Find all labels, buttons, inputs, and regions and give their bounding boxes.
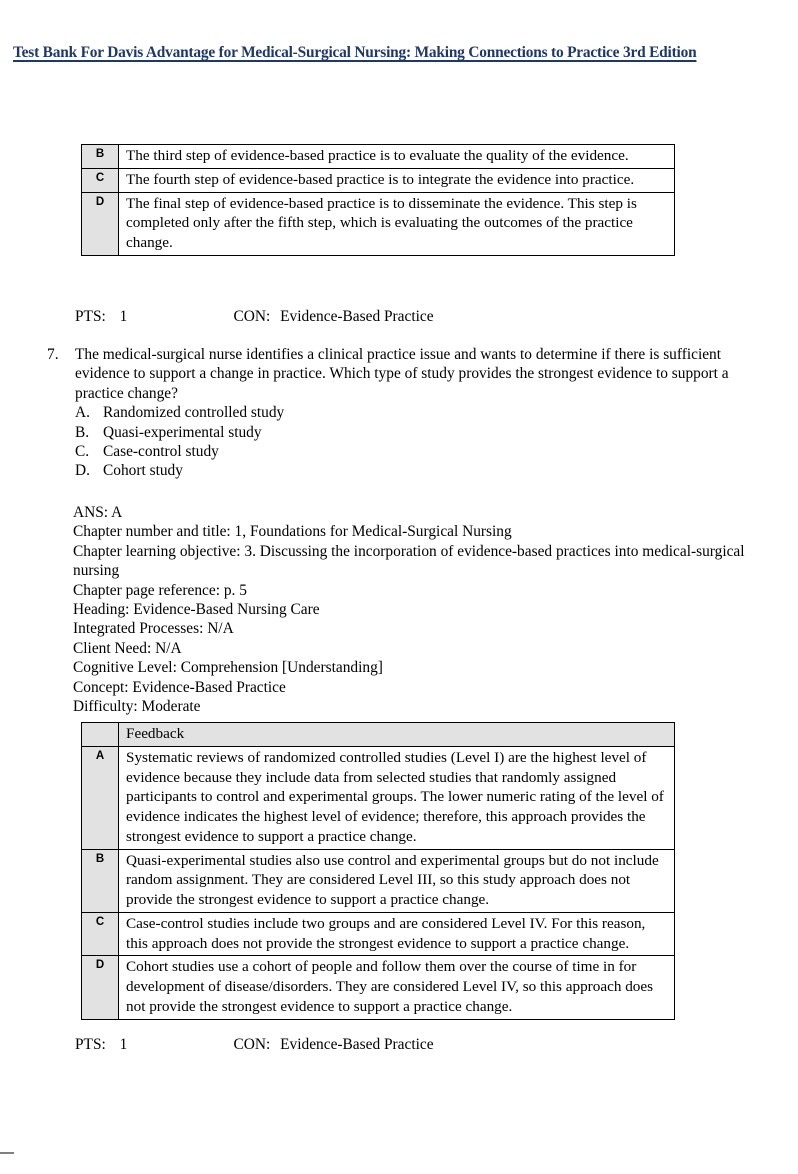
option-letter-c: C. <box>75 443 90 461</box>
row-text: Case-control studies include two groups and are considered Level IV. For this reason, this approach does not provide the strongest evidence to support a practice change. <box>119 912 675 956</box>
meta-cognitive-level: Cognitive Level: Comprehension [Understanding] <box>73 659 383 677</box>
row-text: Cohort studies use a cohort of people and follow them over the course of time in for development of disease/disorders. They are considered Level IV, so this approach does not provide the strongest evidence to support a practice change. <box>119 956 675 1019</box>
question-number: 7. <box>47 346 59 363</box>
row-text: The fourth step of evidence-based practice is to integrate the evidence into practice. <box>119 168 675 192</box>
con-label: CON: <box>233 308 271 325</box>
pts-label: PTS: <box>75 308 106 325</box>
row-letter: B <box>82 849 119 912</box>
answer-option-d[interactable] <box>75 461 745 480</box>
option-text-a: Randomized controlled study <box>103 404 285 422</box>
table-row <box>82 912 675 956</box>
table-row <box>82 746 675 849</box>
pts-value: 1 <box>119 308 128 325</box>
question-stem-wrap <box>45 345 745 403</box>
option-text-c: Case-control study <box>103 443 219 461</box>
question-stem-text: The medical-surgical nurse identifies a clinical practice issue and wants to determine if there is sufficient evidence to support a change in practice. Which type of study provides the strongest evidence to support a practice change? <box>75 346 729 402</box>
row-text: The final step of evidence-based practice is to disseminate the evidence. This step is completed only after the fifth step, which is evaluating the outcomes of the practice change. <box>119 192 675 255</box>
table-row <box>82 849 675 912</box>
option-letter-a: A. <box>75 404 90 422</box>
option-letter-b: B. <box>75 423 90 441</box>
answer-option-b[interactable] <box>75 423 745 442</box>
feedback-header-label: Feedback <box>119 723 675 747</box>
question-metadata-block <box>73 503 763 716</box>
row-text: The third step of evidence-based practice is to evaluate the quality of the evidence. <box>119 145 675 169</box>
row-letter: A <box>82 746 119 849</box>
option-text-b: Quasi-experimental study <box>103 423 262 441</box>
page-edge-artifact <box>0 1152 14 1154</box>
meta-integrated-processes: Integrated Processes: N/A <box>73 620 234 638</box>
row-letter: C <box>82 912 119 956</box>
row-letter: D <box>82 956 119 1019</box>
feedback-header-letter <box>82 723 119 747</box>
table-row <box>82 168 675 192</box>
con-label: CON: <box>233 1036 271 1053</box>
meta-difficulty: Difficulty: Moderate <box>73 698 201 716</box>
meta-concept: Concept: Evidence-Based Practice <box>73 678 286 696</box>
con-value: Evidence-Based Practice <box>280 1036 434 1053</box>
con-value: Evidence-Based Practice <box>280 308 434 325</box>
pts-label: PTS: <box>75 1036 106 1053</box>
pts-line-top <box>75 307 434 326</box>
option-letter-d: D. <box>75 462 90 480</box>
feedback-table-header-row <box>82 723 675 747</box>
row-text: Systematic reviews of randomized controlled studies (Level I) are the highest level of evidence because they include data from selected studies that randomly assigned participants to control and experimental groups. The lower numeric rating of the level of evidence indicates the highest level of evidence; therefore, this approach provides the strongest evidence to support a practice change. <box>119 746 675 849</box>
table-row <box>82 192 675 255</box>
meta-chapter-page-reference: Chapter page reference: p. 5 <box>73 581 247 599</box>
pts-value: 1 <box>119 1036 128 1053</box>
meta-heading: Heading: Evidence-Based Nursing Care <box>73 601 320 619</box>
table-row <box>82 145 675 169</box>
meta-chapter-number-title: Chapter number and title: 1, Foundations for Medical-Surgical Nursing <box>73 523 512 541</box>
row-letter: C <box>82 168 119 192</box>
pts-line-bottom <box>75 1035 434 1054</box>
answer-rationale-table <box>81 144 675 256</box>
row-text: Quasi-experimental studies also use control and experimental groups but do not include random assignment. They are considered Level III, so this study approach does not provide the strongest evidence to support a practice change. <box>119 849 675 912</box>
option-text-d: Cohort study <box>103 462 183 480</box>
meta-chapter-learning-objective: Chapter learning objective: 3. Discussing the incorporation of evidence-based practices into medical-surgical nursing <box>73 542 745 580</box>
table-row <box>82 956 675 1019</box>
answer-option-c[interactable] <box>75 442 745 461</box>
feedback-table <box>81 722 675 1020</box>
meta-client-need: Client Need: N/A <box>73 639 182 657</box>
answer-option-a[interactable] <box>75 403 745 422</box>
row-letter: B <box>82 145 119 169</box>
row-letter: D <box>82 192 119 255</box>
answer-option-list <box>45 403 745 481</box>
meta-answer: ANS: A <box>73 504 123 521</box>
document-title: Test Bank For Davis Advantage for Medical-Surgical Nursing: Making Connections to Practice 3rd Edition <box>13 44 697 61</box>
question-block <box>45 345 745 481</box>
